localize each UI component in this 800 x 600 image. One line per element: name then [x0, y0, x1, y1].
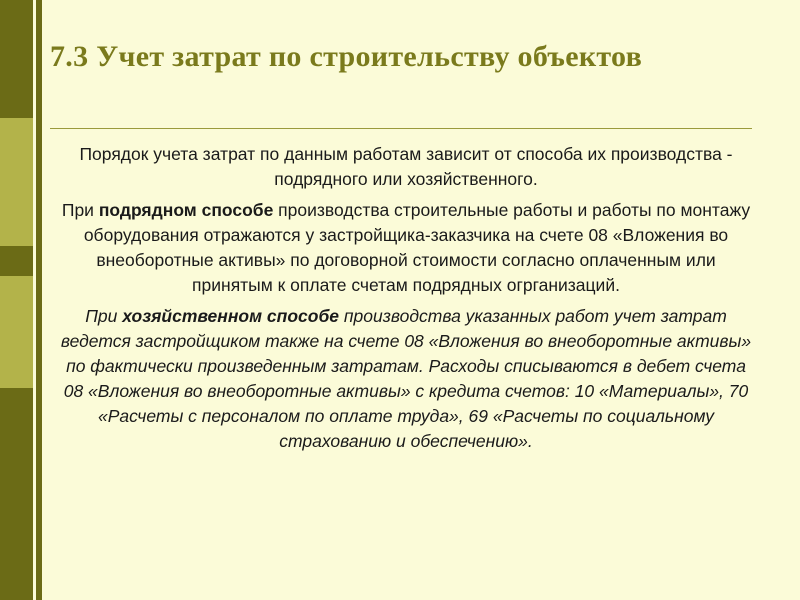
- paragraph-2-run-2-emphasis: подрядном способе: [98, 200, 274, 221]
- slide-content: [42, 0, 800, 600]
- paragraph-2-run-3: производства строительные работы и работы по монтажу оборудования отражаются у застройщика-заказчика на счете 08 «Вложения во внеоборотные активы» по договорной стоимости согласно оплаченным или принятым к оплате счетам подрядных огрганизаций.: [83, 200, 751, 296]
- slide-body: [56, 142, 756, 458]
- decorative-left-rail: [0, 0, 42, 600]
- paragraph-1-run-1: Порядок учета затрат по данным работам зависит от способа их производства - подрядного или хозяйственного.: [79, 144, 733, 190]
- page-title: 7.3 Учет затрат по строительству объектов: [50, 40, 643, 73]
- paragraph-3: [56, 304, 756, 454]
- paragraph-1: [56, 142, 756, 192]
- paragraph-3-run-1: При: [85, 306, 123, 327]
- paragraph-3-run-3: производства указанных работ учет затрат ведется застройщиком также на счете 08 «Вложения во внеоборотные активы» по фактически произведенным затратам. Расходы списываются в дебет счета 08 «Вложения во внеоборотные активы» с кредита счетов: 10 «Материалы», 70 «Расчеты с персоналом по оплате труда», 69 «Расчеты по социальному страхованию и обеспечению».: [60, 306, 752, 452]
- title-divider: [50, 128, 752, 129]
- paragraph-2: [56, 198, 756, 298]
- paragraph-3-run-2-emphasis: хозяйственном способе: [122, 306, 340, 327]
- paragraph-2-run-1: При: [61, 200, 99, 221]
